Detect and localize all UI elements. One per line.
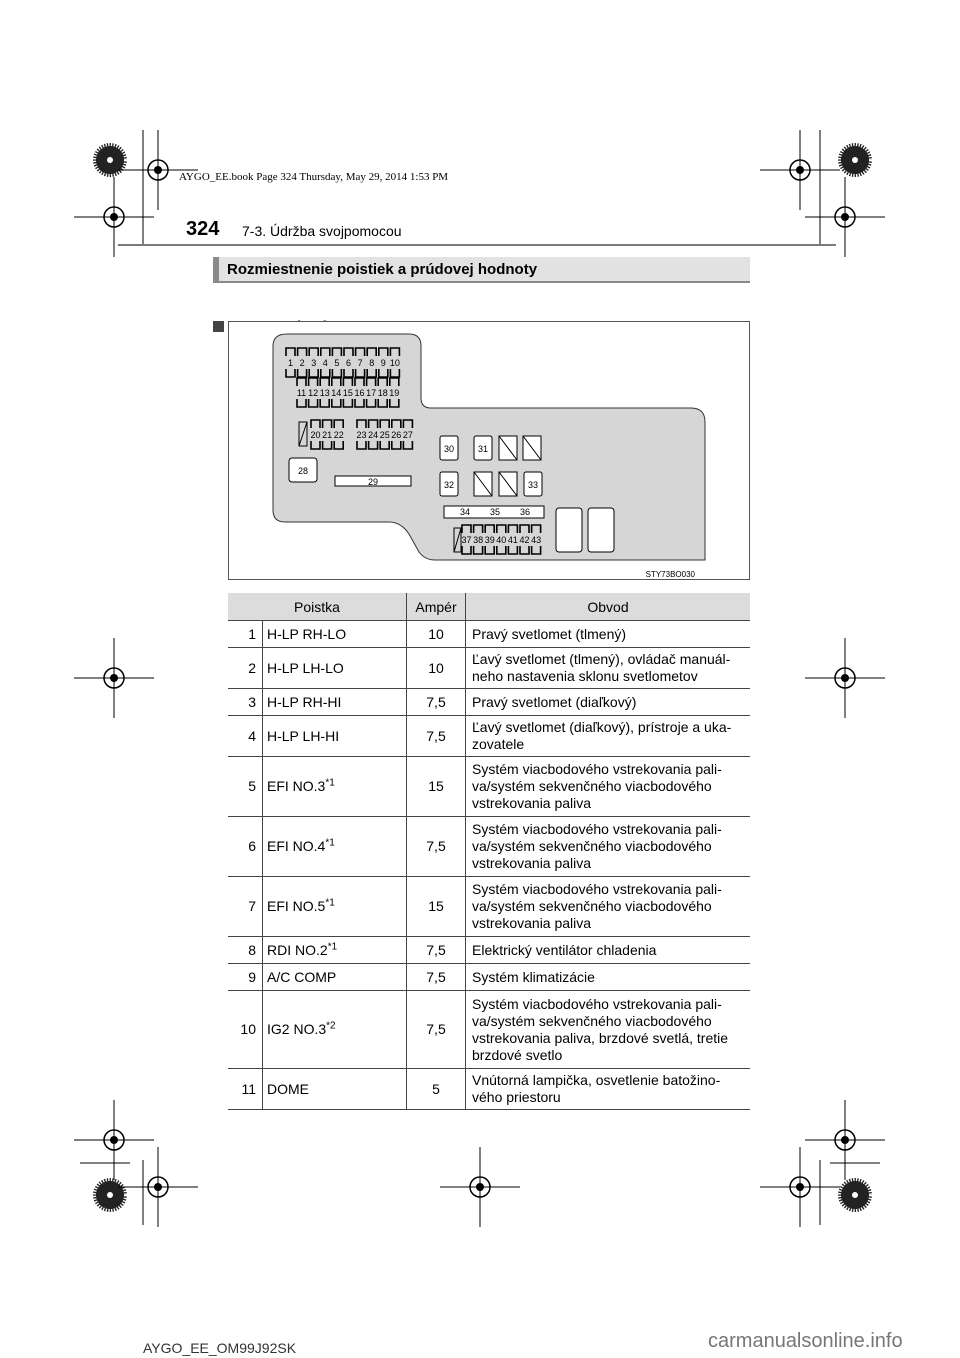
table-row bbox=[228, 937, 750, 964]
fuse-label: 43 bbox=[531, 535, 542, 545]
fuse-name-cell bbox=[263, 937, 407, 964]
fuse-label: 33 bbox=[527, 480, 539, 490]
fuse-number: 3 bbox=[228, 689, 263, 716]
table-row bbox=[228, 757, 750, 817]
table-row bbox=[228, 877, 750, 937]
fuse-table bbox=[228, 593, 750, 1110]
fuse-label: 19 bbox=[389, 388, 400, 398]
square-bullet-icon bbox=[213, 321, 224, 332]
fuse-label: 25 bbox=[379, 430, 390, 440]
fuse-label: 34 bbox=[459, 507, 471, 517]
fuse-number: 2 bbox=[228, 648, 263, 689]
large-relay bbox=[556, 508, 582, 552]
fuse-label: 11 bbox=[296, 388, 307, 398]
table-row bbox=[228, 689, 750, 716]
fuse-name-cell bbox=[263, 964, 407, 991]
fuse-box-diagram bbox=[228, 321, 750, 580]
col-header-fuse: Poistka bbox=[228, 593, 407, 621]
fuse-circuit: Ľavý svetlomet (diaľkový), prístroje a uka-zovatele bbox=[466, 716, 751, 757]
fuse-label: 29 bbox=[367, 477, 379, 487]
footnote-marker: *1 bbox=[325, 897, 335, 909]
fuse-number: 10 bbox=[228, 991, 263, 1069]
fuse-label: 9 bbox=[380, 358, 386, 368]
fuse-label: 2 bbox=[299, 358, 305, 368]
fuse-label: 14 bbox=[331, 388, 342, 398]
fuse-number: 8 bbox=[228, 937, 263, 964]
fuse-number: 1 bbox=[228, 621, 263, 648]
table-header-row bbox=[228, 593, 750, 621]
fuse-name: EFI NO.4 bbox=[267, 838, 326, 854]
fuse-amperage: 7,5 bbox=[407, 937, 466, 964]
fuse-circuit: Elektrický ventilátor chladenia bbox=[466, 937, 751, 964]
fuse-name-cell bbox=[263, 716, 407, 757]
footnote-marker: *1 bbox=[327, 940, 338, 952]
fuse-circuit: Systém viacbodového vstrekovania pali-va/systém sekvenčného viacbodového vstrekovania paliva, brzdové svetlá, tretie brzdové svetlo bbox=[466, 991, 751, 1069]
fuse-circuit: Systém viacbodového vstrekovania pali-va/systém sekvenčného viacbodového vstrekovania paliva bbox=[466, 757, 751, 817]
fuse-name-cell bbox=[263, 877, 407, 937]
footnote-marker: *2 bbox=[326, 1020, 336, 1032]
fuse-label: 3 bbox=[311, 358, 317, 368]
fuse-label: 23 bbox=[356, 430, 367, 440]
fuse-label: 20 bbox=[310, 430, 321, 440]
table-row bbox=[228, 991, 750, 1069]
fuse-label: 10 bbox=[389, 358, 400, 368]
fuse-label: 41 bbox=[507, 535, 518, 545]
fuse-box-svg bbox=[229, 322, 751, 581]
footnote-marker: *1 bbox=[325, 777, 335, 789]
diagram-code: STY73BO030 bbox=[645, 570, 695, 579]
fuse-label: 1 bbox=[287, 358, 294, 368]
fuse-label: 6 bbox=[345, 358, 352, 368]
fuse-label: 15 bbox=[342, 388, 353, 398]
fuse-name-cell bbox=[263, 817, 407, 877]
fuse-label: 32 bbox=[443, 480, 455, 490]
fuse-name: IG2 NO.3 bbox=[267, 1021, 327, 1037]
col-header-circuit: Obvod bbox=[466, 593, 751, 621]
fuse-amperage: 5 bbox=[407, 1069, 466, 1110]
fuse-circuit: Ľavý svetlomet (tlmený), ovládač manuál-neho nastavenia sklonu svetlometov bbox=[466, 648, 751, 689]
fuse-name: EFI NO.5 bbox=[267, 898, 326, 914]
fuse-number: 4 bbox=[228, 716, 263, 757]
table-row bbox=[228, 621, 750, 648]
fuse-label: 22 bbox=[333, 430, 344, 440]
fuse-label: 7 bbox=[357, 358, 363, 368]
fuse-circuit: Systém viacbodového vstrekovania pali-va/systém sekvenčného viacbodového vstrekovania paliva bbox=[466, 877, 751, 937]
fuse-number: 5 bbox=[228, 757, 263, 817]
fuse-label: 39 bbox=[484, 535, 495, 545]
fuse-name-cell bbox=[263, 757, 407, 817]
fuse-amperage: 10 bbox=[407, 648, 466, 689]
fuse-circuit: Pravý svetlomet (tlmený) bbox=[466, 621, 751, 648]
fuse-label: 12 bbox=[308, 388, 319, 398]
fuse-label: 21 bbox=[322, 430, 333, 440]
table-row bbox=[228, 964, 750, 991]
fuse-label: 5 bbox=[334, 358, 340, 368]
fuse-label: 13 bbox=[319, 388, 330, 398]
fuse-name: EFI NO.3 bbox=[267, 778, 326, 794]
fuse-name-cell bbox=[263, 621, 407, 648]
watermark: carmanualsonline.info bbox=[708, 1330, 903, 1352]
fuse-label: 40 bbox=[496, 535, 507, 545]
fuse-label: 16 bbox=[354, 388, 365, 398]
fuse-circuit: Systém klimatizácie bbox=[466, 964, 751, 991]
fuse-number: 7 bbox=[228, 877, 263, 937]
fuse-label: 24 bbox=[368, 430, 379, 440]
fuse-label: 18 bbox=[377, 388, 388, 398]
fuse-amperage: 7,5 bbox=[407, 689, 466, 716]
fuse-amperage: 10 bbox=[407, 621, 466, 648]
fuse-label: 28 bbox=[297, 466, 309, 476]
fuse-circuit: Systém viacbodového vstrekovania pali-va/systém sekvenčného viacbodového vstrekovania paliva bbox=[466, 817, 751, 877]
fuse-amperage: 7,5 bbox=[407, 817, 466, 877]
fuse-circuit: Vnútorná lampička, osvetlenie batožino-vého priestoru bbox=[466, 1069, 751, 1110]
header-rule bbox=[118, 244, 836, 246]
fuse-name: DOME bbox=[267, 1080, 309, 1097]
page-number: 324 bbox=[186, 218, 220, 240]
fuse-name: H-LP RH-HI bbox=[267, 693, 342, 710]
fuse-label: 26 bbox=[391, 430, 402, 440]
fuse-name: A/C COMP bbox=[267, 968, 337, 985]
footnote-marker: *1 bbox=[325, 837, 335, 849]
fuse-label: 8 bbox=[369, 358, 375, 368]
fuse-name: H-LP LH-HI bbox=[267, 727, 340, 744]
table-row bbox=[228, 817, 750, 877]
table-row bbox=[228, 1069, 750, 1110]
fuse-label: 30 bbox=[443, 444, 455, 454]
fuse-label: 38 bbox=[473, 535, 484, 545]
fuse-label: 27 bbox=[402, 430, 413, 440]
col-header-amp: Ampér bbox=[407, 593, 466, 621]
table-row bbox=[228, 716, 750, 757]
fuse-label: 17 bbox=[366, 388, 377, 398]
fuse-name: RDI NO.2 bbox=[267, 941, 328, 958]
fuse-name-cell bbox=[263, 1069, 407, 1110]
fuse-name-cell bbox=[263, 991, 407, 1069]
fuse-label: 36 bbox=[519, 507, 531, 517]
fuse-number: 6 bbox=[228, 817, 263, 877]
fuse-label: 37 bbox=[461, 535, 472, 545]
fuse-circuit: Pravý svetlomet (diaľkový) bbox=[466, 689, 751, 716]
large-relay bbox=[588, 508, 614, 552]
fuse-amperage: 7,5 bbox=[407, 716, 466, 757]
fuse-label: 4 bbox=[322, 358, 328, 368]
fuse-number: 9 bbox=[228, 964, 263, 991]
fuse-name: H-LP LH-LO bbox=[267, 659, 344, 676]
section-header bbox=[213, 257, 750, 283]
book-info: AYGO_EE.book Page 324 Thursday, May 29, 2014 1:53 PM bbox=[179, 171, 449, 183]
table-row bbox=[228, 648, 750, 689]
fuse-name: H-LP RH-LO bbox=[267, 625, 347, 642]
fuse-label: 35 bbox=[489, 507, 501, 517]
fuse-label: 42 bbox=[519, 535, 530, 545]
section-title: Rozmiestnenie poistiek a prúdovej hodnoty bbox=[227, 261, 538, 278]
fuse-amperage: 7,5 bbox=[407, 964, 466, 991]
fuse-amperage: 7,5 bbox=[407, 991, 466, 1069]
fuse-number: 11 bbox=[228, 1069, 263, 1110]
fuse-label: 31 bbox=[477, 444, 489, 454]
footer-code: AYGO_EE_OM99J92SK bbox=[143, 1340, 297, 1356]
chapter-title: 7-3. Údržba svojpomocou bbox=[242, 223, 402, 239]
fuse-name-cell bbox=[263, 648, 407, 689]
section-accent bbox=[213, 257, 219, 281]
fuse-name-cell bbox=[263, 689, 407, 716]
fuse-amperage: 15 bbox=[407, 877, 466, 937]
fuse-amperage: 15 bbox=[407, 757, 466, 817]
